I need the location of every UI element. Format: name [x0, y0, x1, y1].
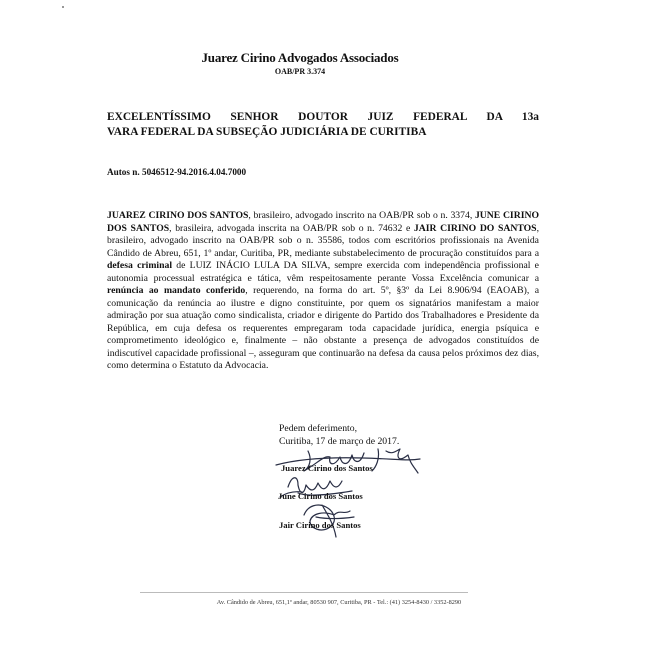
footer	[0, 599, 650, 606]
case-number: Autos n. 5046512-94.2016.4.04.7000	[107, 167, 247, 177]
defense-term: defesa criminal	[107, 260, 173, 271]
signature-block	[268, 445, 448, 540]
scan-speck	[62, 6, 64, 8]
footer-address: Av. Cândido de Abreu, 651,1º andar, 80530 907, Curitiba, PR - Tel.: (41) 3254-8430 / 3352-8290	[216, 599, 462, 606]
lawyer-name-1: JUAREZ CIRINO DOS SANTOS	[107, 210, 249, 221]
lawyer-name-2: JUNE CIRINO DOS SANTOS	[107, 210, 540, 234]
body-text-segment: , brasileira, advogada inscrita na OAB/PR sob o n. 74632 e	[169, 222, 414, 234]
body-text-segment: de LUIZ INÁCIO LULA DA SILVA, sempre exercida com independência profissional e autonomia processual estratégica e tática, vêm respeitosamente perante Vossa Excelência comunicar a	[107, 260, 539, 284]
addressee-line-1: EXCELENTÍSSIMO SENHOR DOUTOR JUIZ FEDERAL DA 13a	[107, 111, 539, 123]
date-line: Curitiba, 17 de março de 2017.	[279, 435, 400, 447]
firm-name: Juarez Cirino Advogados Associados	[201, 50, 399, 65]
signer-name-1: Juarez Cirino dos Santos	[281, 463, 373, 473]
footer-divider	[140, 592, 468, 593]
lawyer-name-3: JAIR CIRINO DO SANTOS	[413, 222, 537, 234]
letterhead	[0, 50, 650, 76]
signature-3-stroke	[316, 517, 354, 519]
signature-1-stroke	[372, 449, 418, 473]
signer-name-2: June Cirino dos Santos	[278, 491, 363, 501]
signer-name-3: Jair Cirino dos Santos	[279, 520, 361, 530]
firm-oab-number: OAB/PR 3.374	[274, 67, 326, 76]
body-text-segment: , brasileiro, advogado inscrito na OAB/PR sob o n. 35586, todos com escritórios profissionais na Avenida Cândido de Abreu, 651, 1º andar, Curitiba, PR, mediante substabelecimento de procuração constituídos para a	[107, 222, 539, 259]
body-text-segment: , brasileiro, advogado inscrito na OAB/PR sob o n. 3374,	[248, 210, 475, 221]
addressee-line-2: VARA FEDERAL DA SUBSEÇÃO JUDICIÁRIA DE CURITIBA	[107, 126, 427, 138]
addressee-heading	[107, 110, 539, 140]
renunciation-term: renúncia ao mandato conferido	[107, 285, 246, 296]
body-paragraph	[107, 210, 539, 373]
closing-line: Pedem deferimento,	[279, 423, 358, 434]
body-text-segment: , requerendo, na forma do art. 5º, §3º da Lei 8.906/94 (EAOAB), a comunicação da renúncia ao ilustre e digno constituinte, por quem os signatários manifestam a maior admiração por sua atuação como sindicalista, criador e dirigente do Partido dos Trabalhadores e Presidente da República, em cuja defesa os requerentes empregaram toda capacidade jurídica, energia psíquica e comprometimento ideológico e, finalmente – não obstante a presença de advogados constituídos de indiscutível capacidade profissional –, asseguram que continuarão na defesa da causa pelos próximos dez dias, como determina o Estatuto da Advocacia.	[107, 285, 539, 371]
